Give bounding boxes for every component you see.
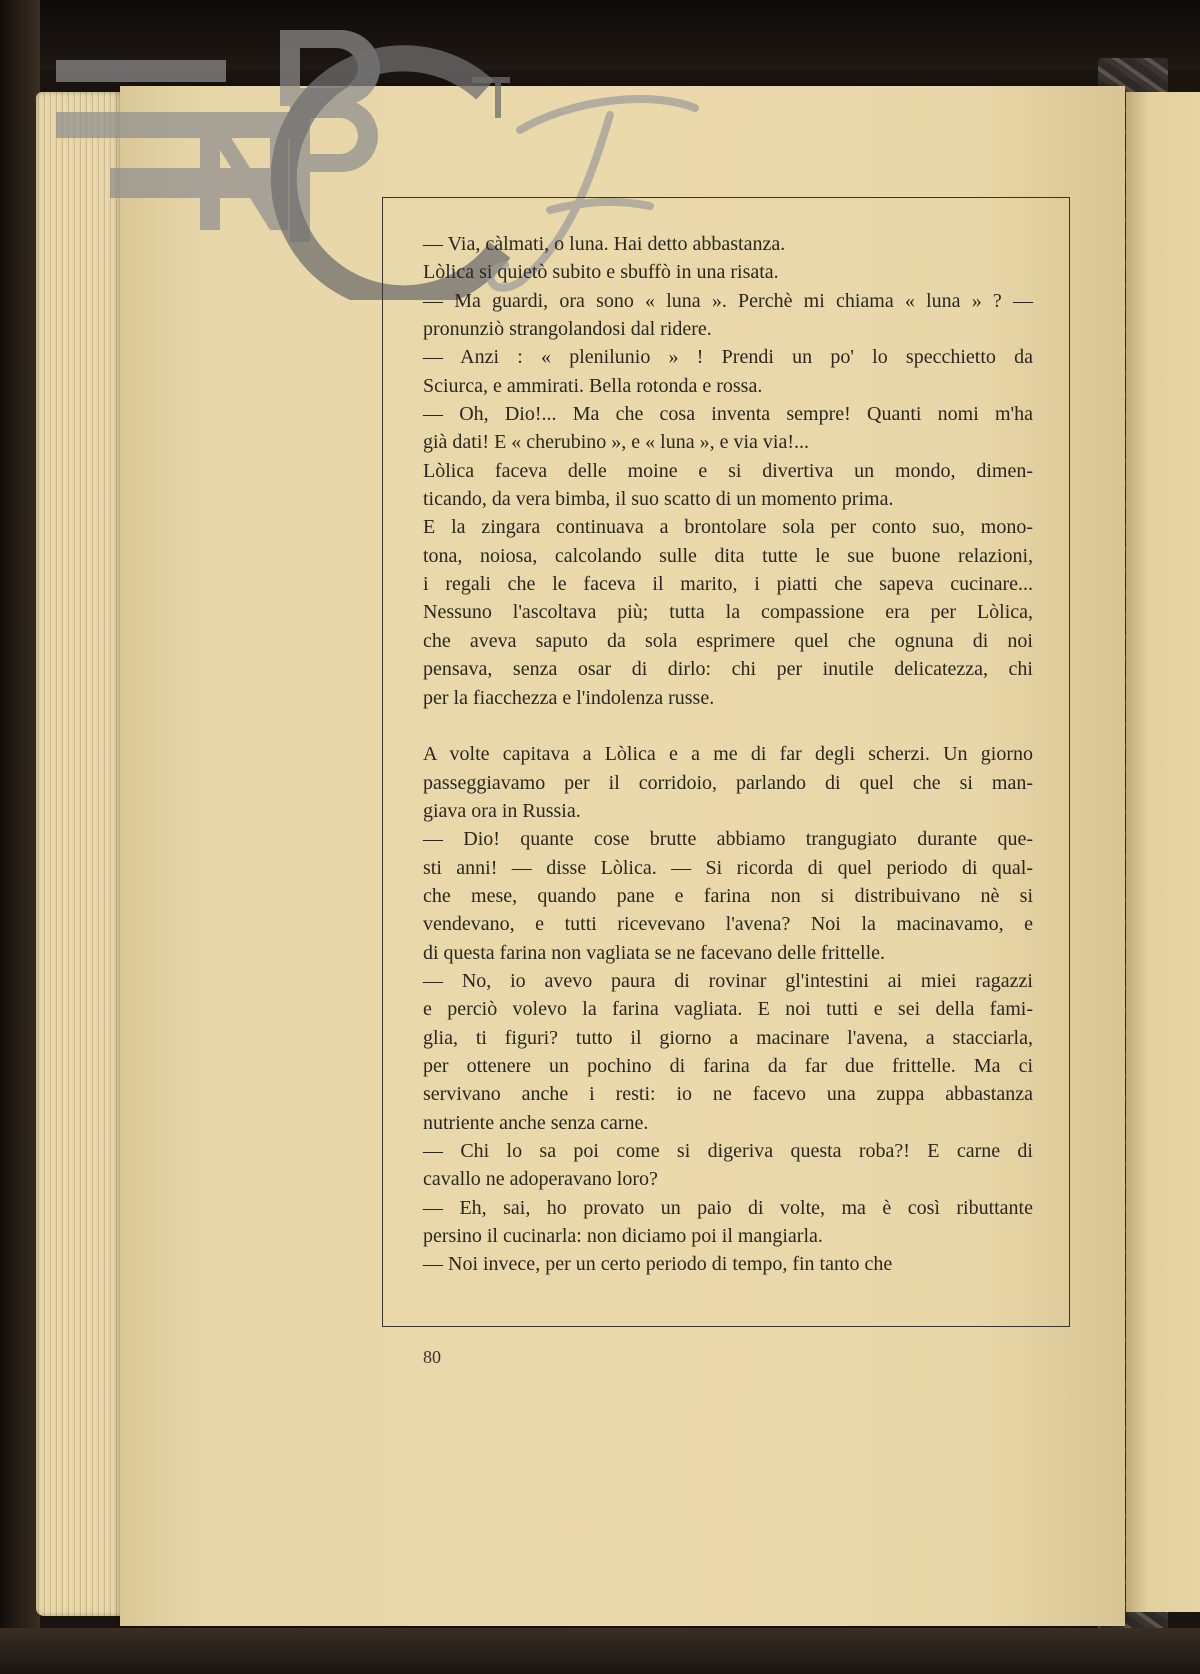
text-line: e perciò volevo la farina vagliata. E noi tutti e sei della fami- — [423, 998, 1033, 1021]
text-line: — No, io avevo paura di rovinar gl'intestini ai miei ragazzi — [423, 969, 1033, 992]
text-line: nutriente anche senza carne. — [423, 1111, 649, 1134]
text-line: che aveva saputo da sola esprimere quel che ognuna di noi — [423, 629, 1033, 652]
text-line: — Chi lo sa poi come si digeriva questa roba?! E carne di — [423, 1140, 1033, 1162]
text-line: sti anni! — disse Lòlica. — Si ricorda di quel periodo di qual- — [423, 856, 1033, 879]
text-line: cavallo ne adoperavano loro? — [423, 1168, 658, 1191]
text-line: passeggiavamo per il corridoio, parlando di quel che si man- — [423, 771, 1033, 794]
text-line: glia, ti figuri? tutto il giorno a macinare l'avena, a stacciarla, — [423, 1026, 1033, 1049]
text-line: vendevano, e tutti ricevevano l'avena? Noi la macinavamo, e — [423, 913, 1033, 936]
paragraph-gap — [423, 712, 1033, 740]
text-line: — Oh, Dio!... Ma che cosa inventa sempre! Quanti nomi m'ha — [423, 403, 1033, 426]
text-line: — Noi invece, per un certo periodo di tempo, fin tanto che — [423, 1253, 893, 1276]
text-line: Lòlica faceva delle moine e si divertiva un mondo, dimen- — [423, 459, 1033, 482]
text-line: Nessuno l'ascoltava più; tutta la compassione era per Lòlica, — [423, 601, 1033, 624]
text-line: che mese, quando pane e farina non si distribuivano nè si — [423, 884, 1033, 907]
text-line: ticando, da vera bimba, il suo scatto di un momento prima. — [423, 488, 894, 511]
page-number: 80 — [423, 1347, 441, 1367]
text-line: — Anzi : « plenilunio » ! Prendi un po' lo specchietto da — [423, 346, 1033, 369]
text-line: A volte capitava a Lòlica e a me di far degli scherzi. Un giorno — [423, 743, 1033, 766]
body-text — [423, 230, 1033, 1279]
text-line: E la zingara continuava a brontolare sola per conto suo, mono- — [423, 516, 1033, 539]
text-line: persino il cucinarla: non diciamo poi il mangiarla. — [423, 1225, 823, 1248]
text-line: per ottenere un pochino di farina da far due frittelle. Ma ci — [423, 1054, 1033, 1077]
book-binding-left — [0, 0, 40, 1674]
text-line: — Eh, sai, ho provato un paio di volte, ma è così ributtante — [423, 1196, 1033, 1219]
text-line: giava ora in Russia. — [423, 799, 581, 822]
text-line: tona, noiosa, calcolando sulle dita tutte le sue buone relazioni, — [423, 544, 1033, 567]
text-line: — Via, càlmati, o luna. Hai detto abbastanza. — [423, 233, 786, 255]
text-line: pronunziò strangolandosi dal ridere. — [423, 318, 712, 341]
text-line: già dati! E « cherubino », e « luna », e via via!... — [423, 431, 809, 454]
text-line: di questa farina non vagliata se ne facevano delle frittelle. — [423, 941, 886, 964]
text-line: i regali che le faceva il marito, i piatti che sapeva cucinare... — [423, 573, 1033, 596]
text-line: Lòlica si quietò subito e sbuffò in una risata. — [423, 261, 779, 284]
text-line: — Dio! quante cose brutte abbiamo trangugiato durante que- — [423, 828, 1033, 851]
facing-page-edge — [1126, 92, 1200, 1612]
text-line: — Ma guardi, ora sono « luna ». Perchè mi chiama « luna » ? — — [423, 289, 1033, 312]
book-binding-bottom — [0, 1628, 1200, 1674]
text-line: pensava, senza osar di dirlo: chi per inutile delicatezza, chi — [423, 658, 1033, 681]
text-line: Sciurca, e ammirati. Bella rotonda e rossa. — [423, 374, 763, 397]
book-binding-top — [0, 0, 1200, 70]
text-line: servivano anche i resti: io ne facevo una zuppa abbastanza — [423, 1083, 1033, 1106]
text-line: per la fiacchezza e l'indolenza russe. — [423, 686, 715, 709]
